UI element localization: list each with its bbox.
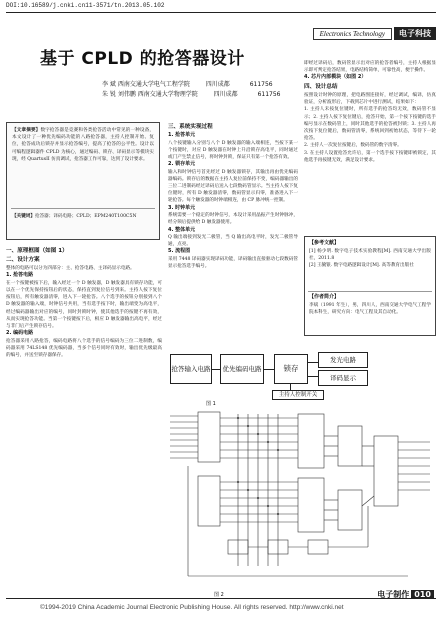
input-pins	[170, 416, 198, 458]
subsection-heading: 5. 流程图	[168, 248, 191, 255]
abstract-box	[6, 122, 160, 240]
paragraph: 在一个按键被按下后，输入经过一个 D 触发器，D 触发器具有锁存功能，可以在一个优先保持按钮后的状态，保持直到复位信号到来。主持人按下复位按钮后，所有触发器清零，进入下一轮抢答。八个选手的按钮分别接到八个 D 触发器的输入端，时钟信号共用，当有选手按下时，输出端变为高电平，经过编码器输出对应的编号，同时封锁时钟，使其他选手的按键不再有效，从而实现抢答功能。当第一个按键按下后，相应 D 触发器输出高电平，经过与非门后产生锁存信号。	[6, 280, 162, 329]
author-city: 四川成都	[205, 81, 230, 88]
bio-label: 【作者简介】	[309, 294, 340, 300]
paragraph: 输入和时钟信号首先经过 D 触发器锁存，其输出再由优先编码器编码。锁存后的数据在主持人复位前保持不变，编码器输出的三位二进制码经过译码后送入七段数码管显示。当主持人按下复位键时，所有 D 触发器清零，数码管显示归零，准备进入下一轮抢答。每个触发器的时钟端相连，由 CP 脉冲统一控制。	[168, 169, 298, 204]
article-title: 基于 CPLD 的抢答器设计	[40, 49, 245, 69]
subsection-heading: 1. 抢答单元	[168, 132, 196, 138]
footer-journal-name: 电子制作	[377, 590, 410, 599]
figure-1-block-diagram	[168, 350, 440, 400]
subsection-heading: 4. 芯片内部模块（如图 2）	[304, 74, 367, 81]
doi-line: DOI:10.16589/j.cnki.cn11-3571/tn.2013.05.102	[6, 2, 165, 9]
section-heading: 四、设计总结	[304, 83, 338, 90]
paragraph: 即经过译码后，数码管显示出对应的抢答者编号，主持人根据显示即可判定抢答结果，电路结构简单，可靠性高，便于操作。	[304, 61, 436, 74]
abstract-body: 数字抢答器是竞赛和各类抢答活动中常见的一种设备，本文设计了一种优先编码功能的八路抢答器，主持人控制开始、复位，抢答成功后锁存并显示抢答编号，提高了抢答的公平性。设计以可编程逻辑器件 CPLD 为核心，通过编码、锁存、译码显示等模块实现，经 QuartusII 仿真调试，抢答器工作可靠，达到了设计要求。	[12, 128, 154, 162]
author-names: 朱 锐 刘伟鹏 西南交通大学物理学院	[102, 91, 198, 98]
references-divider	[308, 291, 432, 292]
keywords-label: 【关键词】	[12, 214, 35, 219]
author-line-1	[102, 79, 273, 88]
paragraph: 1. 主持人未按复位键时，所有选手的抢答均无效，数码管不显示；2. 主持人按下复位键后，抢答开始，第一个按下按键的选手编号显示在数码管上，同时其他选手的抢答被封锁；3. 主持人再次按下复位键后，数码管清零，系统回到初始状态，等待下一轮抢答。	[304, 107, 436, 142]
right-column	[304, 60, 436, 164]
led-circuit-box: 发光电路	[318, 352, 368, 368]
abstract-divider	[11, 208, 155, 209]
reference-item: [1] 杨少明. 数字电子技术实验教程[M]. 西南交通大学出版社，2011.8	[309, 248, 431, 261]
keywords	[12, 213, 154, 220]
latch-box: 锁存	[274, 354, 308, 384]
author-line-2	[102, 89, 281, 98]
figure-2-circuit-schematic	[168, 406, 438, 588]
subsection-heading: 1. 抢答电路	[6, 272, 34, 279]
middle-column	[168, 122, 298, 270]
paragraph: 按照设计时钟的原理，把电路图连接好，经过调试，编译，仿真验证，分析波形后，下载到芯片中进行测试，结果如下：	[304, 92, 436, 106]
subsection-heading: 2. 编码电路	[6, 330, 34, 337]
input-circuit-box: 抢答输入电路	[170, 354, 212, 384]
paragraph: 八个按键输入分别与八个 D 触发器的输入端相连，当按下某一个按键时，对应 D 触发器在时钟上升沿锁存高电平，同时通过或门产生禁止信号，将时钟封锁，保证只有第一个抢答有效。	[168, 140, 298, 160]
journal-name-cn: 电子科技	[394, 27, 436, 40]
journal-name-en: Electronics Technology	[313, 28, 392, 40]
author-postcode: 611756	[257, 91, 281, 98]
author-bio: 李斌（1991 年生），男，四川人，西南交通大学电气工程学院本科生，研究方向：电气工程及其自动化。	[309, 302, 431, 315]
paragraph: 3. 在主持人设置抢答允许后，第一个选手按下按键即被锁定，其他选手再按键无效，满足设计要求。	[304, 150, 436, 163]
section-heading: 一、原理框图（如图 1）	[6, 248, 68, 254]
connector-line	[212, 369, 220, 370]
references-box	[304, 236, 436, 336]
paragraph: 采用 7448 译码器实现译码功能，译码输出直接驱动七段数码管显示抢答选手编号。	[168, 256, 298, 270]
footer-rule	[6, 598, 436, 599]
abstract-text	[12, 127, 154, 163]
left-column	[6, 246, 162, 359]
copyright-line: ©1994-2019 China Academic Journal Electronic Publishing House. All rights reserved. http://www.cnki.net	[40, 604, 344, 611]
figure-1-caption: 图 1	[206, 401, 216, 407]
subsection-heading: 3. 时钟单元	[168, 204, 196, 211]
journal-header	[313, 27, 436, 40]
paragraph: Q 输出端接到发光二极管，当 Q 输出高电平时，发光二极管导通，点亮。	[168, 235, 298, 248]
paragraph: 抢答器采用八路抢答，编码电路将八个选手的信号编码为三位二进制数，编码器采用 74LS148 优先编码器，当多个信号同时有效时，输出优先级最高的编号，并送至锁存器保存。	[6, 338, 162, 359]
section-heading: 三、系统实现过程	[168, 124, 213, 130]
connector-line	[308, 376, 318, 377]
subsection-heading: 4. 整体单元	[168, 226, 196, 233]
paragraph: 整体的电路可以分为四部分：主、抢答电路、主译码显示电路。	[6, 266, 135, 271]
host-switch-box: 主持人控制开关	[272, 390, 324, 400]
author-names: 李 斌 西南交通大学电气工程学院	[102, 81, 190, 88]
header-rule	[6, 12, 436, 13]
keywords-text: 抢答器；译码电路；CPLD；EPM240T100C5N	[34, 214, 137, 219]
references-label: 【参考文献】	[309, 240, 340, 246]
abstract-label: 【文章摘要】	[12, 128, 41, 133]
author-postcode: 611756	[249, 81, 273, 88]
figure-2-caption: 图 2	[214, 592, 224, 598]
section-heading: 二、设计方案	[6, 257, 40, 263]
subsection-heading: 2. 锁存单元	[168, 161, 196, 168]
page-number: 010	[411, 590, 434, 599]
paragraph: 2. 主持人一次复位按键后，数码管的数字清零。	[304, 143, 402, 149]
reference-item: [2] 王毓银. 数字电路逻辑设计[M]. 高等教育出版社	[309, 262, 414, 268]
decoder-display-box: 译码显示	[318, 370, 368, 386]
encoder-box: 优先编码电路	[220, 354, 264, 384]
connector-line	[264, 369, 274, 370]
paragraph: 系统需要一个稳定的时钟信号，本设计采用晶振产生时钟脉冲，经分频后提供给 D 触发器使用。	[168, 213, 298, 226]
author-city: 四川成都	[213, 91, 238, 98]
connector-line	[308, 362, 318, 363]
